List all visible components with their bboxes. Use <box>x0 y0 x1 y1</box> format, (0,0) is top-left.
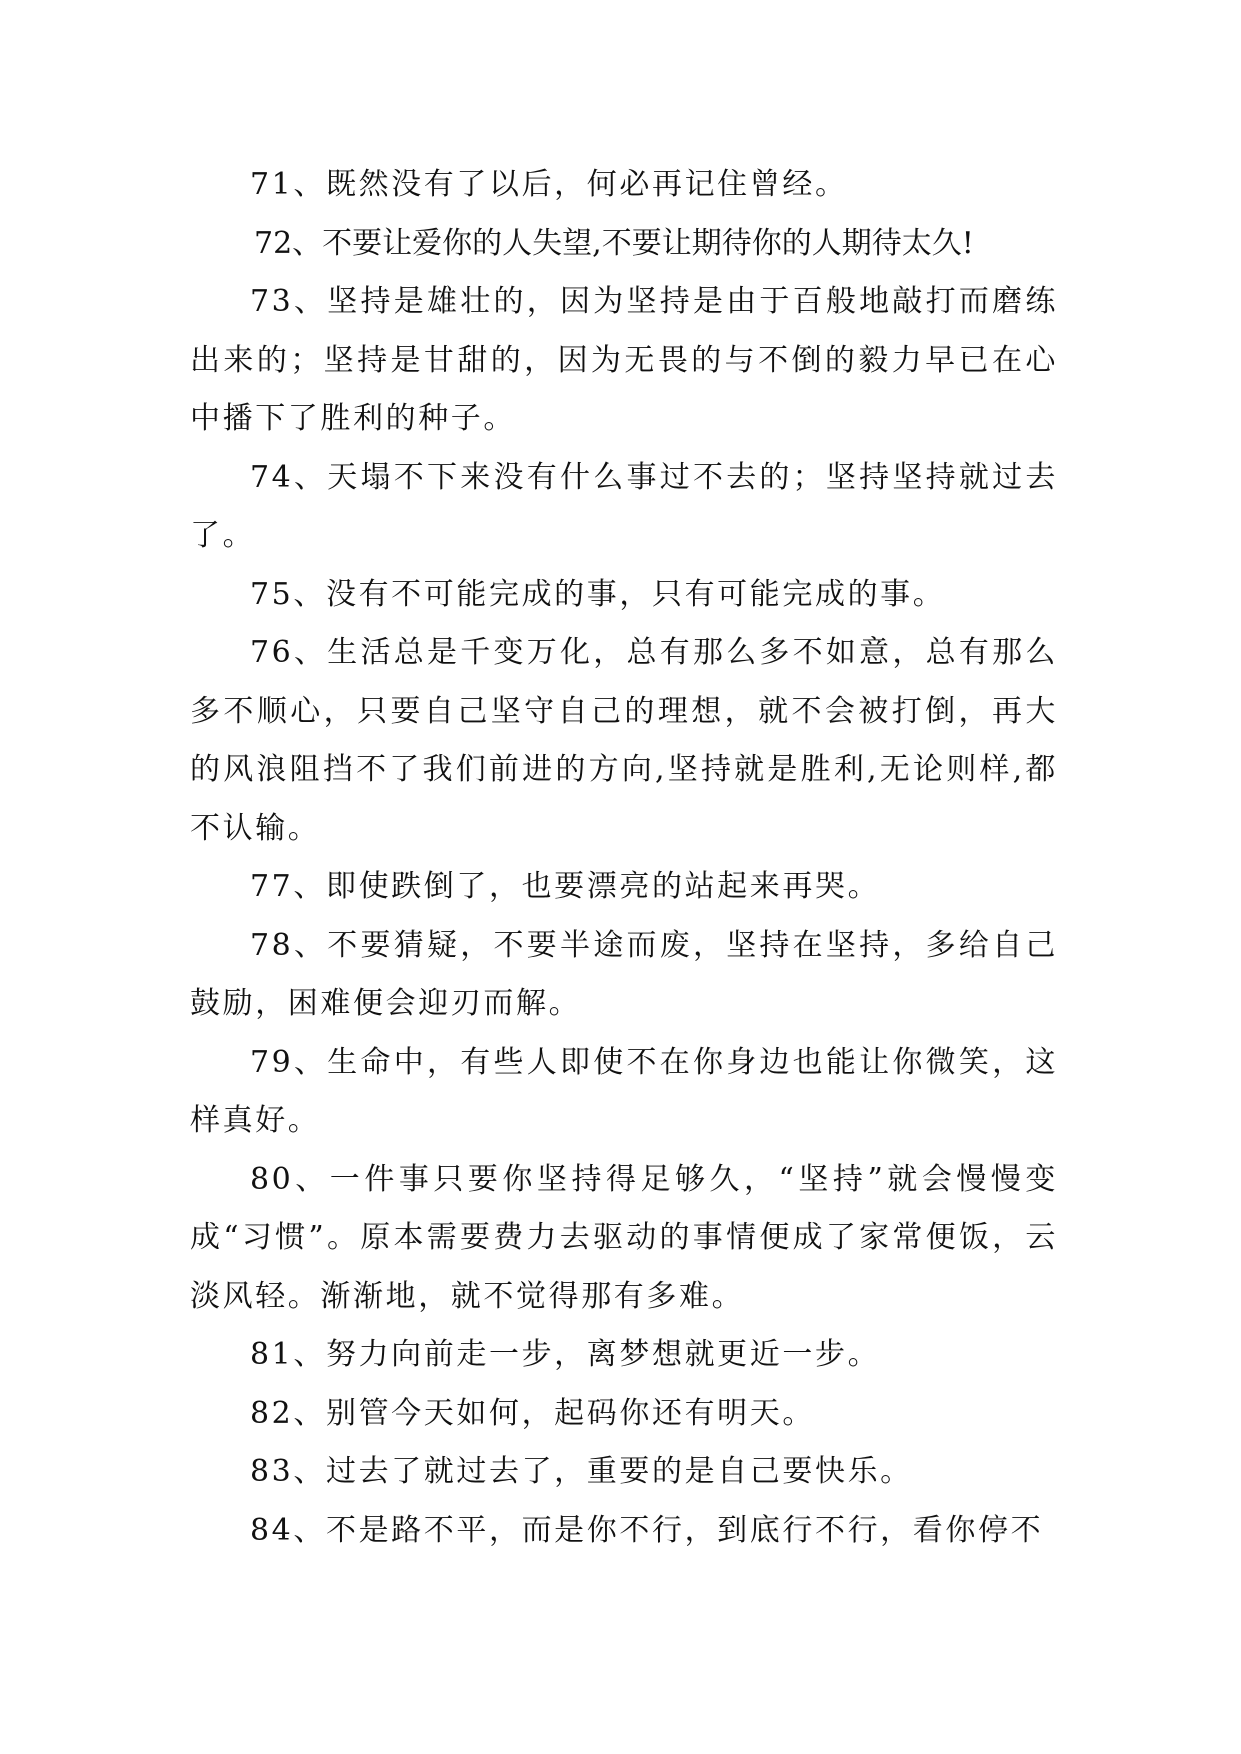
quote-list <box>190 156 1058 1560</box>
quote-72: 72、不要让爱你的人失望,不要让期待你的人期待太久! <box>254 225 974 261</box>
quote-76: 76、生活总是千变万化，总有那么多不如意，总有那么多不顺心，只要自己坚守自己的理想，就不会被打倒，再大的风浪阻挡不了我们前进的方向,坚持就是胜利,无论则样,都不认输。 <box>190 635 1058 846</box>
quote-81: 81、努力向前走一步，离梦想就更近一步。 <box>250 1337 881 1372</box>
quote-83: 83、过去了就过去了，重要的是自己要快乐。 <box>250 1454 913 1489</box>
quote-82: 82、别管今天如何，起码你还有明天。 <box>250 1395 815 1431</box>
quote-74: 74、天塌不下来没有什么事过不去的；坚持坚持就过去了。 <box>190 459 1058 553</box>
quote-73: 73、坚持是雄壮的，因为坚持是由于百般地敲打而磨练出来的；坚持是甘甜的，因为无畏的与不倒的毅力早已在心中播下了胜利的种子。 <box>190 284 1058 436</box>
quote-79: 79、生命中，有些人即使不在你身边也能让你微笑，这样真好。 <box>190 1044 1058 1138</box>
quote-80: 80、一件事只要你坚持得足够久，“坚持”就会慢慢变成“习惯”。原本需要费力去驱动的事情便成了家常便饭，云淡风轻。渐渐地，就不觉得那有多难。 <box>190 1161 1058 1314</box>
quote-78: 78、不要猜疑，不要半途而废，坚持在坚持，多给自己鼓励，困难便会迎刃而解。 <box>190 927 1058 1021</box>
quote-75: 75、没有不可能完成的事，只有可能完成的事。 <box>250 576 946 612</box>
quote-84: 84、不是路不平，而是你不行，到底行不行，看你停不 <box>250 1512 1044 1548</box>
quote-77: 77、即使跌倒了，也要漂亮的站起来再哭。 <box>250 869 881 904</box>
quote-71: 71、既然没有了以后，何必再记住曾经。 <box>250 167 848 202</box>
